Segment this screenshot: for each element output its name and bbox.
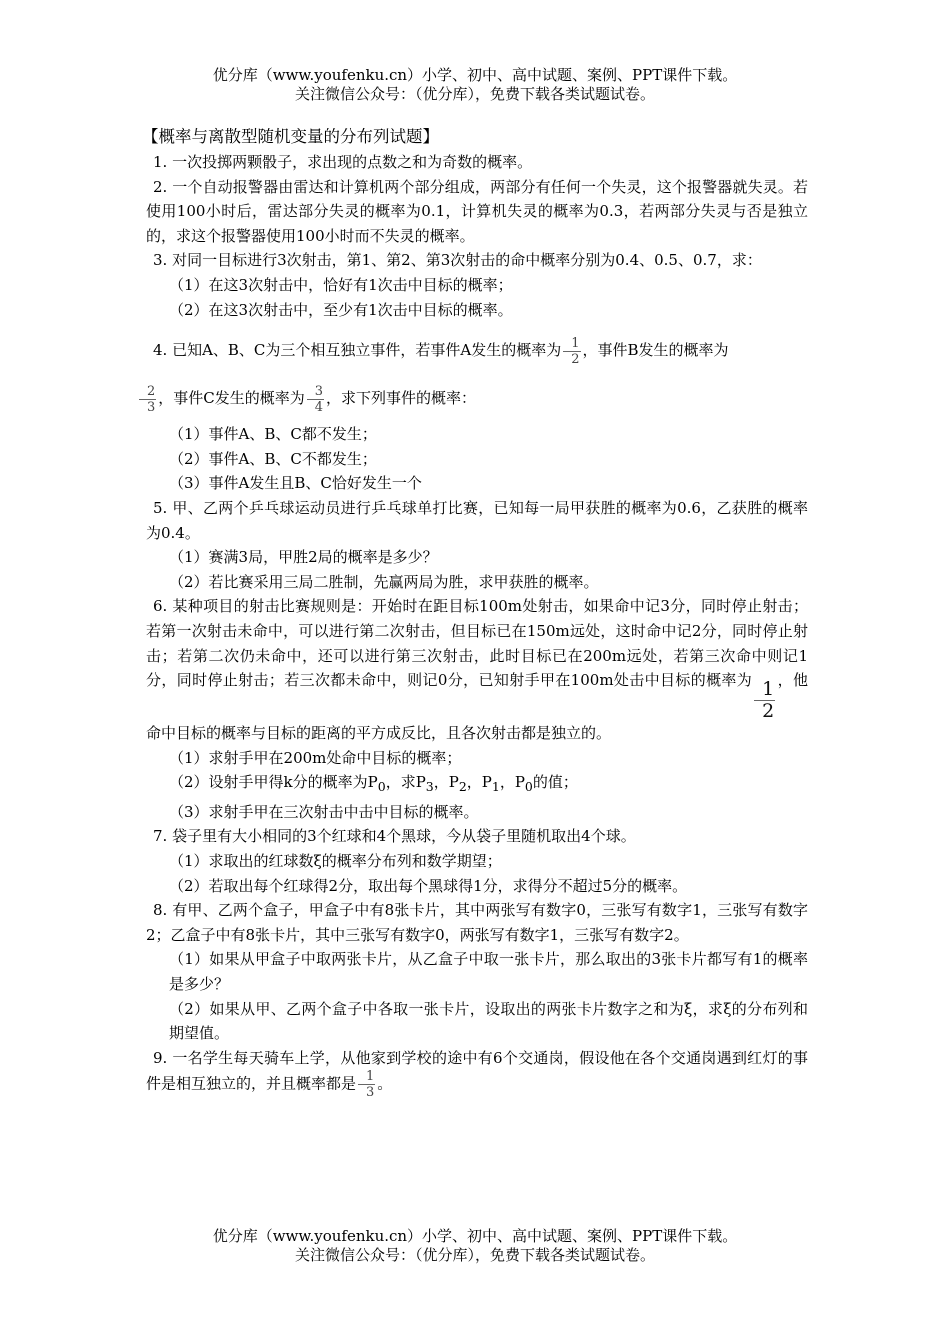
fraction-two-thirds: $\frac{2}{3}$ xyxy=(139,385,156,414)
question-5-part-1: （1）赛满3局，甲胜2局的概率是多少？ xyxy=(169,548,438,567)
question-4-part-1: （1）事件A、B、C都不发生； xyxy=(169,425,377,444)
question-8-part-1: （1）如果从甲盒子中取两张卡片，从乙盒子中取一张卡片，那么取出的3张卡片都写有1的概率是多少？ xyxy=(169,950,808,994)
question-9-text-1: 9. 一名学生每天骑车上学，从他家到学校的途中有6个交通岗，假设他在各个交通岗遇到红灯的事件是相互独立的，并且概率都是 xyxy=(146,1048,808,1093)
question-9 xyxy=(146,1046,808,1100)
question-7-stem: 7. 袋子里有大小相同的3个红球和4个黑球，今从袋子里随机取出4个球。 xyxy=(153,827,636,846)
document-body xyxy=(142,124,808,1101)
question-4-stem xyxy=(146,326,808,422)
footer-line-2: 关注微信公众号：（优分库），免费下载各类试题试卷。 xyxy=(294,1246,655,1264)
question-4-text-2: ，事件B发生的概率为 xyxy=(582,341,729,360)
question-6 xyxy=(146,594,808,824)
question-7-part-1: （1）求取出的红球数ξ的概率分布列和数学期望； xyxy=(169,852,502,871)
question-4-text-3: ，事件C发生的概率为 xyxy=(158,389,305,408)
question-3-part-2: （2）在这3次射击中，至少有1次击中目标的概率。 xyxy=(169,300,513,319)
question-3 xyxy=(146,248,808,322)
fraction-one-half: $\frac{1}{2}$ xyxy=(563,337,580,366)
question-8 xyxy=(146,898,808,1046)
question-6-text-1: 6. 某种项目的射击比赛规则是：开始时在距目标100m处射击，如果命中记3分，同时停止射击；若第一次射击未命中，可以进行第二次射击，但目标已在150m远处，这时命中记2分，同时停止射击；若第二次仍未命中，还可以进行第三次射击，此时目标已在200m远处，若第三次命中则记1分，同时停止射击；若三次都未命中，则记0分，已知射手甲在100m处击中目标的概率为 xyxy=(146,597,808,690)
question-6-part-3: （3）求射手甲在三次射击中击中目标的概率。 xyxy=(169,802,479,821)
question-5-stem: 5. 甲、乙两个乒乓球运动员进行乒乓球单打比赛，已知每一局甲获胜的概率为0.6，乙获胜的概率为0.4。 xyxy=(146,498,808,542)
question-6-stem xyxy=(146,594,808,745)
question-6-text-2: ，他命中目标的概率与目标的距离的平方成反比，且各次射击都是独立的。 xyxy=(146,671,808,743)
question-4-part-3: （3）事件A发生且B、C恰好发生一个 xyxy=(169,474,422,493)
question-4-text-4: ，求下列事件的概率： xyxy=(326,389,477,408)
page-footer xyxy=(0,1227,950,1265)
footer-line-1: 优分库（www.youfenku.cn）小学、初中、高中试题、案例、PPT课件下载。 xyxy=(212,1227,738,1245)
header-line-1: 优分库（www.youfenku.cn）小学、初中、高中试题、案例、PPT课件下载。 xyxy=(212,66,738,84)
question-9-text-2: 。 xyxy=(377,1074,393,1093)
question-8-part-2: （2）如果从甲、乙两个盒子中各取一张卡片，设取出的两张卡片数字之和为ξ，求ξ的分布列和期望值。 xyxy=(169,999,808,1043)
question-4-text-1: 4. 已知A、B、C为三个相互独立事件，若事件A发生的概率为 xyxy=(153,341,562,360)
question-6-part-1: （1）求射手甲在200m处命中目标的概率； xyxy=(169,748,462,767)
question-3-part-1: （1）在这3次射击中，恰好有1次击中目标的概率； xyxy=(169,275,513,294)
question-3-stem: 3. 对同一目标进行3次射击，第1、第2、第3次射击的命中概率分别为0.4、0.5、0.7，求： xyxy=(153,251,762,270)
question-4-part-2: （2）事件A、B、C不都发生； xyxy=(169,449,377,468)
question-1: 1. 一次投掷两颗骰子，求出现的点数之和为奇数的概率。 xyxy=(153,153,533,171)
question-7 xyxy=(146,824,808,898)
question-5 xyxy=(146,496,808,594)
page-header xyxy=(0,66,950,104)
question-4 xyxy=(146,326,808,496)
fraction-three-quarters: $\frac{3}{4}$ xyxy=(307,385,324,414)
question-2: 2. 一个自动报警器由雷达和计算机两个部分组成，两部分有任何一个失灵，这个报警器就失灵。若使用100小时后，雷达部分失灵的概率为0.1，计算机失灵的概率为0.3，若两部分失灵与否是独立的，求这个报警器使用100小时而不失灵的概率。 xyxy=(146,177,808,245)
question-8-stem: 8. 有甲、乙两个盒子，甲盒子中有8张卡片，其中两张写有数字0，三张写有数字1，三张写有数字2；乙盒子中有8张卡片，其中三张写有数字0，两张写有数字1，三张写有数字2。 xyxy=(146,901,808,944)
fraction-one-half-large: $\frac{1}{2}$ xyxy=(754,680,775,721)
fraction-one-third: $\frac{1}{3}$ xyxy=(358,1070,375,1099)
question-7-part-2: （2）若取出每个红球得2分，取出每个黑球得1分，求得分不超过5分的概率。 xyxy=(169,876,688,895)
header-line-2: 关注微信公众号：（优分库），免费下载各类试题试卷。 xyxy=(294,85,655,103)
question-6-part-2: （2）设射手甲得k分的概率为$P_0$，求$P_3$，$P_2$，$P_1$，$P_0$的值； xyxy=(169,773,578,795)
question-5-part-2: （2）若比赛采用三局二胜制，先赢两局为胜，求甲获胜的概率。 xyxy=(169,572,599,591)
document-title: 【概率与离散型随机变量的分布列试题】 xyxy=(142,127,439,146)
